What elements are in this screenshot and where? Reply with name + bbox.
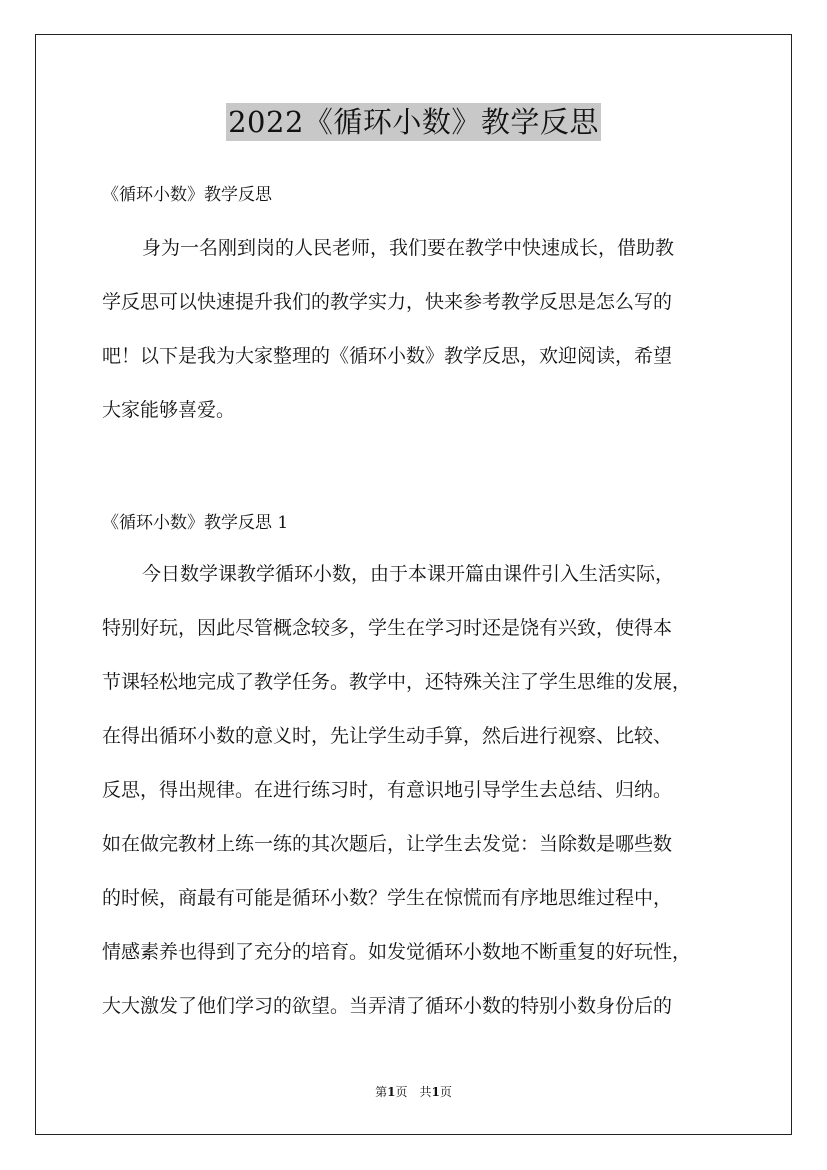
paragraph-line: 今日数学课教学循环小数，由于本课开篇由课件引入生活实际， — [142, 563, 675, 585]
paragraph-line: 情感素养也得到了充分的培育。如发觉循环小数地不断重复的好玩性， — [102, 941, 692, 963]
paragraph-line: 反思，得出规律。在进行练习时，有意识地引导学生去总结、归纳。 — [102, 779, 673, 801]
paragraph-line: 的时候，商最有可能是循环小数？学生在惊慌而有序地思维过程中， — [102, 887, 673, 909]
paragraph-line: 身为一名刚到岗的人民老师，我们要在教学中快速成长，借助教 — [142, 237, 675, 259]
footer-total-pages: 1 — [431, 1085, 440, 1099]
paragraph-line: 如在做完教材上练一练的其次题后，让学生去发觉：当除数是哪些数 — [102, 833, 673, 855]
footer-page-number: 1 — [387, 1085, 396, 1099]
document-title: 2022《循环小数》教学反思 — [228, 105, 599, 139]
paragraph-line: 吧！以下是我为大家整理的《循环小数》教学反思，欢迎阅读，希望 — [102, 345, 673, 367]
document-subtitle: 《循环小数》教学反思 — [102, 185, 272, 205]
section1-paragraph — [102, 547, 742, 1033]
document-title-wrap — [0, 100, 827, 141]
paragraph-line: 节课轻松地完成了教学任务。教学中，还特殊关注了学生思维的发展， — [102, 671, 692, 693]
paragraph-line: 特别好玩，因此尽管概念较多，学生在学习时还是饶有兴致，使得本 — [102, 617, 673, 639]
paragraph-line: 大家能够喜爱。 — [102, 399, 236, 421]
section-heading: 《循环小数》教学反思 1 — [102, 513, 289, 533]
paragraph-line: 大大激发了他们学习的欲望。当弄清了循环小数的特别小数身份后的 — [102, 995, 673, 1017]
paragraph-line: 学反思可以快速提升我们的教学实力，快来参考教学反思是怎么写的 — [102, 291, 673, 313]
footer-page-suffix: 页 — [439, 1085, 452, 1099]
intro-paragraph — [102, 221, 742, 437]
page-footer — [0, 1083, 827, 1100]
footer-page-mid: 页 共 — [395, 1085, 432, 1099]
paragraph-line: 在得出循环小数的意义时，先让学生动手算，然后进行视察、比较、 — [102, 725, 673, 747]
footer-page-prefix: 第 — [375, 1085, 388, 1099]
